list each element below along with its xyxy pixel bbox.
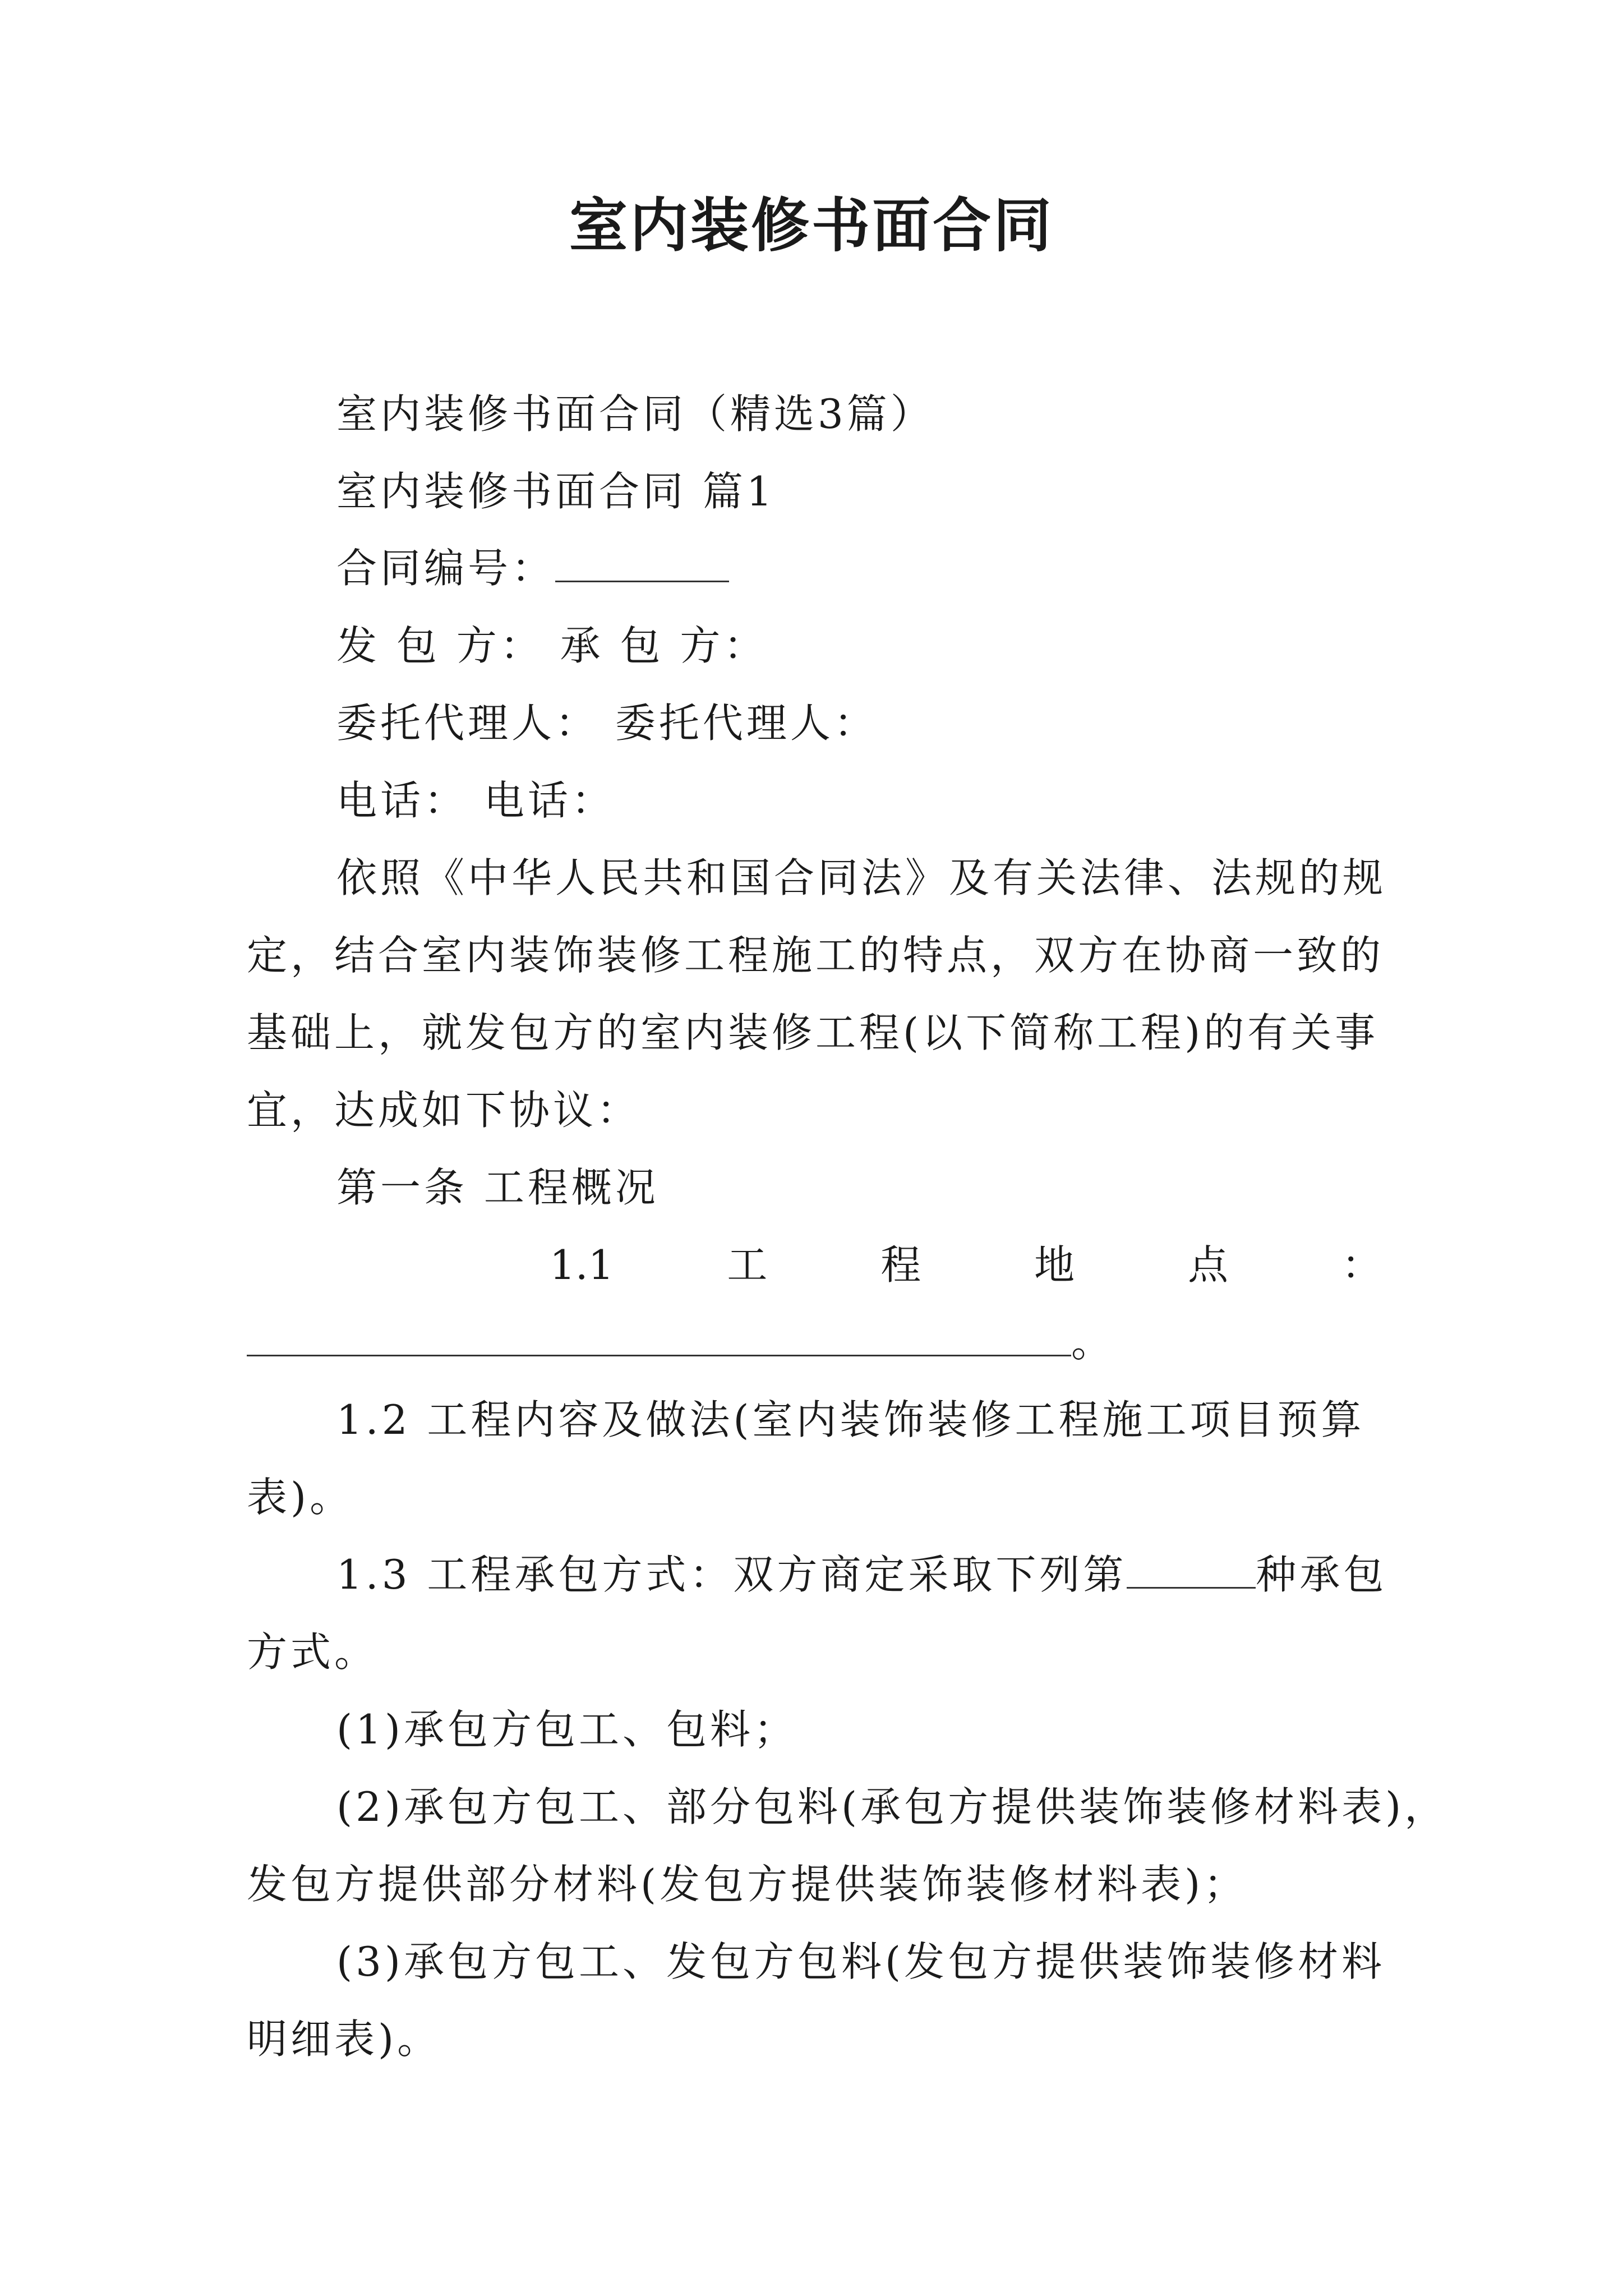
location-blank: [247, 1321, 1071, 1356]
item-1-2-line: 表)。: [247, 1474, 354, 1521]
item-1-3-prefix: 1.3 工程承包方式：双方商定采取下列第: [336, 1551, 1127, 1598]
intro-line: 宜，达成如下协议：: [247, 1087, 641, 1134]
item-1-3-line: 方式。: [247, 1628, 379, 1676]
option-1: (1)承包方包工、包料；: [336, 1706, 797, 1753]
intro-line: 基础上，就发包方的室内装修工程(以下简称工程)的有关事: [247, 1009, 1379, 1056]
item-1-3-line: [336, 1550, 1387, 1599]
option-number-blank: [1127, 1553, 1256, 1589]
intro-line: 定，结合室内装饰装修工程施工的特点，双方在协商一致的: [247, 932, 1385, 979]
item-1-1-char: 点: [1188, 1241, 1229, 1289]
option-2-line: 发包方提供部分材料(发包方提供装饰装修材料表)；: [247, 1861, 1248, 1908]
item-1-1-blank-line: [247, 1318, 1115, 1366]
contract-number-blank: [555, 547, 729, 582]
item-1-1-char: 地: [1034, 1241, 1075, 1289]
parties-line: 发 包 方： 承 包 方：: [336, 622, 768, 669]
item-1-1-line: [336, 1241, 1382, 1289]
option-3-line: (3)承包方包工、发包方包料(发包方提供装饰装修材料: [336, 1938, 1386, 1985]
phones-line: 电话： 电话：: [336, 777, 615, 824]
item-1-1-char: ：: [1341, 1241, 1382, 1289]
item-1-1-number: 1.1: [550, 1241, 614, 1289]
contract-number-label: 合同编号：: [336, 545, 556, 592]
section-heading: 室内装修书面合同 篇1: [336, 468, 776, 515]
item-1-1-char: 程: [880, 1241, 921, 1289]
intro-line: 依照《中华人民共和国合同法》及有关法律、法规的规: [336, 854, 1387, 901]
item-1-1-end: 。: [1071, 1319, 1115, 1366]
article-1-heading: 第一条 工程概况: [336, 1164, 659, 1211]
document-title: 室内装修书面合同: [569, 191, 1054, 260]
contract-number-line: [336, 544, 729, 592]
option-2-line: (2)承包方包工、部分包料(承包方提供装饰装修材料表)，: [336, 1783, 1449, 1830]
option-3-line: 明细表)。: [247, 2016, 441, 2063]
item-1-3-suffix: 种承包: [1256, 1551, 1387, 1598]
item-1-2-line: 1.2 工程内容及做法(室内装饰装修工程施工项目预算: [336, 1396, 1365, 1443]
agents-line: 委托代理人： 委托代理人：: [336, 700, 878, 747]
item-1-1-char: 工: [727, 1241, 768, 1289]
subtitle: 室内装修书面合同（精选3篇）: [336, 390, 934, 438]
